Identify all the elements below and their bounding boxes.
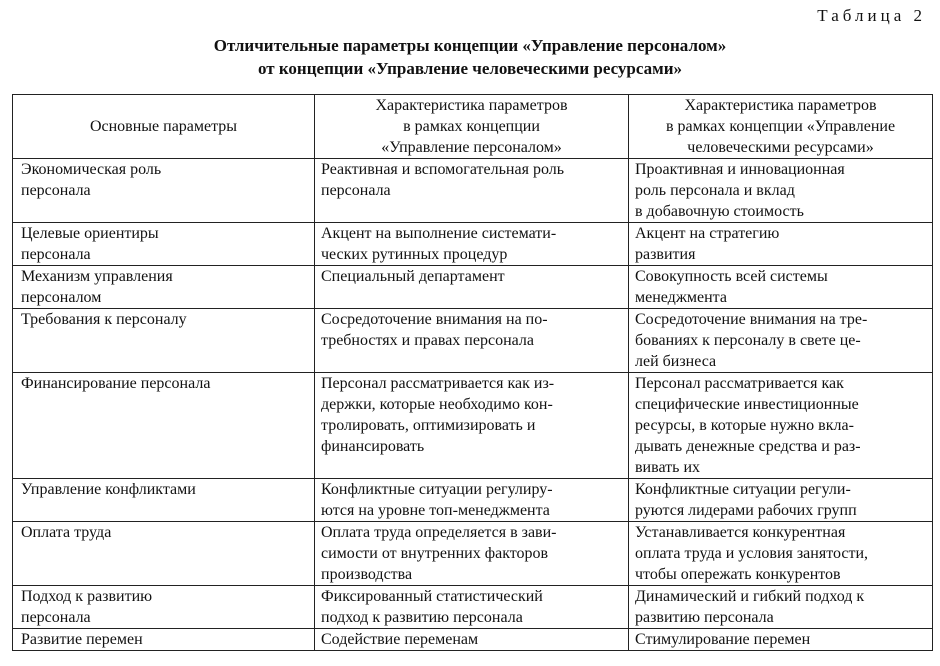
header-row: [13, 95, 933, 159]
cell-human-resources: Динамический и гибкий подход к развитию персонала: [629, 586, 933, 629]
table-row: [13, 629, 933, 651]
table-title-line-2: от концепции «Управление человеческими ресурсами»: [257, 59, 683, 78]
cell-personnel-management: Сосредоточение внимания на по- требностях и правах персонала: [315, 309, 629, 373]
cell-human-resources: Совокупность всей системы менеджмента: [629, 266, 933, 309]
cell-personnel-management: Содействие переменам: [315, 629, 629, 651]
table-title-line-1: Отличительные параметры концепции «Управление персоналом»: [213, 36, 727, 55]
cell-personnel-management: Персонал рассматривается как из- держки, которые необходимо кон- тролировать, оптимизировать и финансировать: [315, 373, 629, 479]
cell-human-resources: Проактивная и инновационная роль персонала и вклад в добавочную стоимость: [629, 159, 933, 223]
cell-human-resources: Стимулирование перемен: [629, 629, 933, 651]
cell-personnel-management: Фиксированный статистический подход к развитию персонала: [315, 586, 629, 629]
parameters-table: [12, 94, 933, 651]
cell-parameter: Подход к развитию персонала: [13, 586, 315, 629]
cell-parameter: Управление конфликтами: [13, 479, 315, 522]
table-row: [13, 522, 933, 586]
cell-personnel-management: Специальный департамент: [315, 266, 629, 309]
cell-parameter: Развитие перемен: [13, 629, 315, 651]
cell-parameter: Требования к персоналу: [13, 309, 315, 373]
cell-personnel-management: Конфликтные ситуации регулиру- ются на уровне топ-менеджмента: [315, 479, 629, 522]
table-title: [0, 34, 940, 80]
table-row: [13, 309, 933, 373]
cell-human-resources: Конфликтные ситуации регули- руются лидерами рабочих групп: [629, 479, 933, 522]
cell-human-resources: Устанавливается конкурентная оплата труда и условия занятости, чтобы опережать конкурентов: [629, 522, 933, 586]
cell-human-resources: Акцент на стратегию развития: [629, 223, 933, 266]
cell-parameter: Экономическая роль персонала: [13, 159, 315, 223]
cell-personnel-management: Оплата труда определяется в зави- симости от внутренних факторов производства: [315, 522, 629, 586]
table-header: [13, 95, 933, 159]
cell-parameter: Механизм управления персоналом: [13, 266, 315, 309]
table-row: [13, 586, 933, 629]
cell-human-resources: Сосредоточение внимания на тре- бованиях к персоналу в свете це- лей бизнеса: [629, 309, 933, 373]
cell-personnel-management: Реактивная и вспомогательная роль персонала: [315, 159, 629, 223]
table-row: [13, 266, 933, 309]
cell-parameter: Целевые ориентиры персонала: [13, 223, 315, 266]
table-row: [13, 159, 933, 223]
cell-parameter: Финансирование персонала: [13, 373, 315, 479]
cell-parameter: Оплата труда: [13, 522, 315, 586]
header-cell-human-resources: Характеристика параметров в рамках концепции «Управление человеческими ресурсами»: [629, 95, 933, 159]
table-row: [13, 373, 933, 479]
table-row: [13, 479, 933, 522]
table-number: Таблица 2: [817, 6, 926, 25]
cell-personnel-management: Акцент на выполнение системати- ческих рутинных процедур: [315, 223, 629, 266]
header-cell-parameters: Основные параметры: [13, 95, 315, 159]
table-body: [13, 159, 933, 651]
table-row: [13, 223, 933, 266]
cell-human-resources: Персонал рассматривается как специфические инвестиционные ресурсы, в которые нужно вкла- дывать денежные средства и раз- вивать их: [629, 373, 933, 479]
header-cell-personnel-management: Характеристика параметров в рамках концепции «Управление персоналом»: [315, 95, 629, 159]
